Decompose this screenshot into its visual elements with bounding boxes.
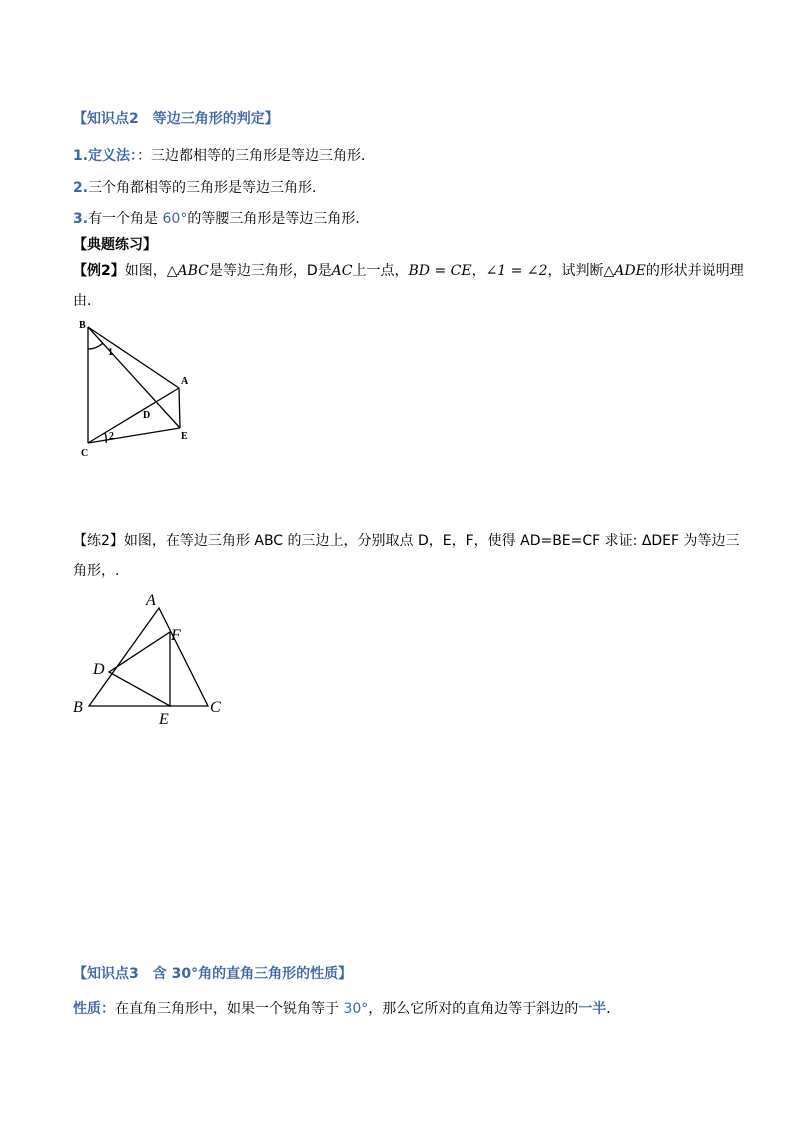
kp3-text-c: ． [606, 1001, 621, 1017]
segment-ca [88, 388, 179, 443]
kp2-item-3-number: 3. [73, 211, 89, 227]
example-2-line-1 [73, 260, 744, 280]
example-2-math-abc: △ABC [166, 263, 209, 279]
label-e: E [159, 711, 169, 728]
label-e: E [181, 431, 188, 442]
exercise-2-line-2: 角形，. [73, 563, 120, 579]
kp3-property-label: 性质： [73, 1001, 115, 1017]
label-b: B [73, 699, 83, 716]
kp2-item-1 [73, 145, 375, 165]
example-2-text-1: 如图， [124, 263, 167, 279]
label-c: C [210, 699, 221, 716]
label-f: F [171, 627, 181, 644]
practice-header: 【典题练习】 [73, 237, 157, 253]
segment-ae [179, 388, 180, 428]
example-2-text-3: 上一点， [352, 263, 409, 279]
example-2-text-4: ， [471, 263, 486, 279]
label-c: C [81, 448, 89, 459]
exercise-2-tag: 【练2】 [73, 533, 124, 549]
label-a: A [181, 376, 189, 387]
kp3-property [73, 998, 620, 1018]
kp2-item-3-degree: 60° [162, 211, 188, 227]
example-2-text-5: ，试判断 [547, 263, 604, 279]
kp3-emphasis: 一半 [578, 1001, 607, 1017]
label-d: D [143, 410, 151, 421]
example-2-math-bd-ce: BD = CE [408, 263, 472, 279]
example-2-math-ac: AC [331, 263, 353, 279]
kp3-text-a: 在直角三角形中，如果一个锐角等于 [115, 1001, 344, 1017]
segment-ba [88, 327, 179, 388]
kp2-item-3-text-a: 有一个角是 [88, 211, 163, 227]
segment-ce [88, 428, 180, 443]
triangle-abc [89, 608, 208, 706]
exercise-2-line-1 [73, 530, 740, 550]
kp2-item-1-label: 定义法： [88, 148, 138, 164]
kp2-item-2 [73, 177, 326, 197]
label-b: B [79, 320, 86, 331]
kp2-item-2-number: 2. [73, 180, 89, 196]
example-2-text-6: 的形状并说明理 [645, 263, 744, 279]
example-2-tag: 【例2】 [73, 263, 125, 279]
exercise-2-figure [68, 588, 238, 733]
example-2-math-ade: △ADE [603, 263, 646, 279]
kp2-title: 【知识点2 等边三角形的判定】 [73, 111, 279, 127]
example-2-figure [70, 315, 200, 465]
kp3-text-b: ，那么它所对的直角边等于斜边的 [368, 1001, 579, 1017]
label-angle-1: 1 [108, 347, 113, 358]
example-2-line-2: 由． [73, 293, 101, 309]
label-angle-2: 2 [109, 431, 114, 442]
label-d: D [93, 661, 105, 678]
kp2-item-1-text: ：三边都相等的三角形是等边三角形． [137, 148, 376, 164]
label-a: A [146, 592, 156, 609]
example-2-text-2: 是等边三角形，D是 [208, 263, 332, 279]
triangle-def [109, 632, 170, 706]
kp2-item-3-text-b: 的等腰三角形是等边三角形． [187, 211, 370, 227]
angle-1-arc [88, 343, 103, 349]
kp3-degree: 30° [343, 1001, 369, 1017]
kp3-title: 【知识点3 含 30°角的直角三角形的性质】 [73, 966, 353, 982]
exercise-2-text: 如图，在等边三角形 ABC 的三边上，分别取点 D，E，F，使得 AD=BE=CF 求证: ΔDEF 为等边三 [123, 533, 740, 549]
example-2-math-angles: ∠1 = ∠2 [485, 263, 548, 279]
angle-2-arc [105, 433, 106, 443]
kp2-item-1-number: 1. [73, 148, 89, 164]
segment-be [88, 327, 180, 428]
kp2-item-3 [73, 208, 369, 228]
kp2-item-2-text: 三个角都相等的三角形是等边三角形． [88, 180, 327, 196]
